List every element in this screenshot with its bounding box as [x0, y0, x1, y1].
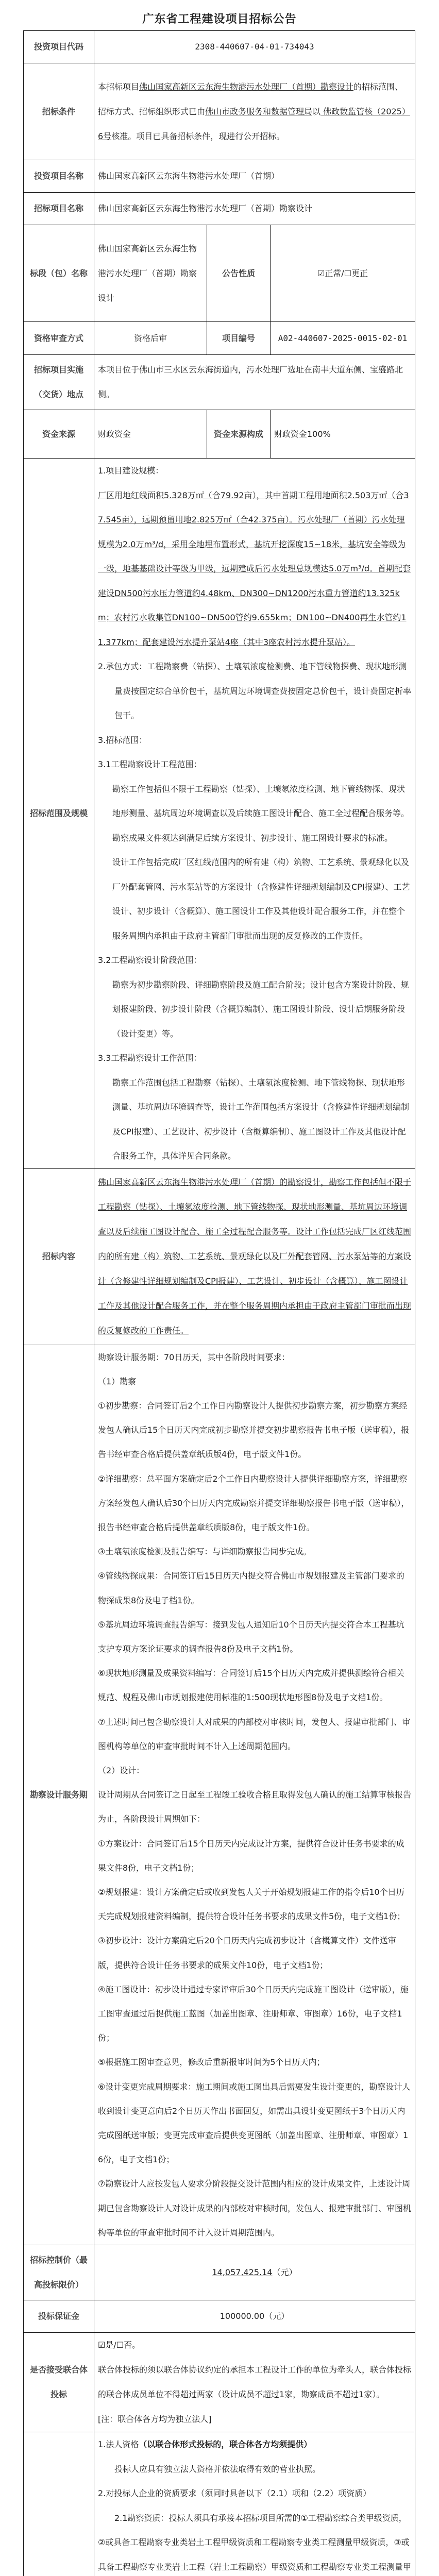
- req-1: [98, 2432, 411, 2457]
- req-2-1: 2.1勘察资质：投标人须具有承接本招标项目所需的①工程勘察综合类甲级资质，②或具备工程勘察专业类岩土工程甲级资质和工程勘察专业类工程测量甲级资质，③或具备工程勘察专业类岩土工程（岩土工程勘察）甲级资质和工程勘察专业类工程测量甲: [98, 2513, 412, 2572]
- project-link-text: 佛山国家高新区云东海生物港污水处理厂（首期）勘察设计: [139, 81, 354, 92]
- label-consortium: 是否接受联合体投标: [24, 2333, 94, 2432]
- scope-line: 勘察工作包括但不限于工程勘察（钻探）、土壤氡浓度检测、地下管线物探、现状地形测量、基坑周边环境调查以及后续施工图设计配合、施工全过程配合服务等。勘察成果文件须达到满足后续方案设计、初步设计、施工图设计要求的标准。: [112, 784, 410, 843]
- value-scope: [94, 459, 415, 1169]
- approval-doc-text: 佛政数监管核（2025）6号: [98, 106, 410, 141]
- value-requirements: [94, 2432, 415, 2576]
- value-consortium: [94, 2333, 415, 2432]
- scope-line: 3.招标范围：: [98, 735, 147, 745]
- value-content: 佛山国家高新区云东海生物港污水处理厂（首期）的勘察设计，勘察工作包括但不限于工程勘察（钻探）、土壤氡浓度检测、地下管线物探、现状地形测量、基坑周边环境调查以及后续施工图设计配合、施工全过程配合服务等。设计工作包括完成厂区红线范围内的所有建（构）筑物、工艺系统、景观绿化以及厂外配套管网、污水泵站等的方案设计（含修建性详细规划编制及CPI报建）、工艺设计、初步设计（含概算）、施工图设计工作及其他设计配合服务工作，并在整个服务周期内承担由于政府主管部门审批而出现的反复修改的工作责任。: [94, 1168, 415, 1345]
- row-location: [24, 355, 415, 410]
- consortium-text: 联合体投标的须以联合体协议约定的承担本工程设计工作的单位为牵头人，联合体投标的联合体成员单位不得超过两家（设计成员不超过1家，勘察成员不超过1家）。: [98, 2365, 412, 2400]
- label-qualification: 资格审查方式: [24, 322, 94, 355]
- row-requirements: [24, 2432, 415, 2576]
- scope-line: 3.1工程勘察设计工程范围：: [98, 759, 202, 769]
- scope-line: 勘察工作范围包括工程勘察（钻探）、土壤氡浓度检测、地下管线物探、现状地形测量、基坑周边环境调查等，设计工作范围包括方案设计（含修建性详细规划编制及CPI报建）、工艺设计、初步设计（含概算编制）、施工图设计工作及其他设计配合服务工作，具体详见合同条款。: [112, 1077, 410, 1161]
- scope-line: 3.2工程勘察设计阶段范围：: [98, 955, 202, 965]
- text: 以: [312, 106, 321, 116]
- period-line: （2）设计：: [98, 1765, 145, 1775]
- value-section: 佛山国家高新区云东海生物港污水处理厂（首期）勘察设计: [94, 225, 207, 322]
- value-funding-structure: 财政资金100%: [271, 410, 415, 459]
- row-funding: [24, 410, 415, 459]
- text: 核准。项目已具备招标条件，现进行公开招标。: [111, 131, 285, 141]
- period-line: ⑥现状地形测量及成果资料编写：合同签订后15个日历天内完成并提供测绘符合相关规范、规程及佛山市规划报建使用标准的1:500现状地形图8份及电子文档1份。: [98, 1668, 404, 1703]
- value-project-number: A02-440607-2025-0015-02-01: [271, 322, 415, 355]
- row-section: [24, 225, 415, 322]
- value-funding: 财政资金: [94, 410, 207, 459]
- row-tender-conditions: [24, 63, 415, 160]
- consortium-choice: ☑是/☐否。: [98, 2340, 141, 2350]
- value-qualification: 资格后审: [94, 322, 207, 355]
- label-investment-name: 投资项目名称: [24, 160, 94, 193]
- req-1-text: 投标人应具有独立法人资格并依法取得有效的营业执照。: [114, 2464, 321, 2474]
- row-bond: [24, 2300, 415, 2333]
- period-line: ③初步设计：设计方案确定后20个日历天内完成初步设计（含概算文件）文件送审版，提供符合设计任务书要求的成果文件10份，电子文档1份；: [98, 1936, 396, 1970]
- label-notice-nature: 公告性质: [207, 225, 271, 322]
- period-line: ⑤基坑周边环境调查报告编写：接到发包人通知后10个日历天内提交符合本工程基坑支护专项方案论证要求的调查报告8份及电子文档1份。: [98, 1619, 404, 1654]
- row-tender-name: [24, 193, 415, 225]
- period-line: ②规划报建：设计方案确定后或收到发包人关于开始规划报建工作的指令后10个日历天完成规划报建资料编制，提供符合设计任务书要求的成果文件5份，电子文档1份；: [98, 1887, 406, 1922]
- period-line: ⑤根据施工图审查意见，修改后重新报审时间为5个日历天内；: [98, 2057, 325, 2067]
- value-tender-conditions: [94, 63, 415, 160]
- value-project-code: 2308-440607-04-01-734043: [94, 31, 415, 63]
- scope-line: 2.承包方式：工程勘察费（钻探）、土壤氡浓度检测费、地下管线物探费、现状地形测量费按固定综合单价包干，基坑周边环境调查费按固定总价包干，设计费固定折率包干。: [98, 662, 412, 720]
- control-price-unit: （元）: [272, 2267, 297, 2278]
- value-tender-name: 佛山国家高新区云东海生物港污水处理厂（首期）勘察设计: [94, 193, 415, 225]
- scope-line: 厂区用地红线面积5.328万㎡（合79.92亩），其中首期工程用地面积2.503万㎡（合37.545亩），远期预留用地2.825万㎡（合42.375亩）。污水处理厂（首期）污水处理规模为2.0万m³/d，采用全地埋布置形式，基坑开挖深度15~18米，基坑安全等级为一级，地基基础设计等级为甲级，远期建成后污水处理总规模达5.0万m³/d。首期配套建设DN500污水压力管道约4.48km、DN300~DN1200污水重力管道约13.325km；农村污水收集管DN100~DN500管约9.655km；DN100~DN400再生水管约11.377km；配套建设污水提升泵站4座（其中3座农村污水提升泵站）。: [98, 490, 411, 647]
- period-line: （1）勘察: [98, 1376, 137, 1386]
- value-investment-name: 佛山国家高新区云东海生物港污水处理厂（首期）: [94, 160, 415, 193]
- req-2: 2.对投标人企业的资质要求（须同时具备以下（2.1）项和（2.2）项资质）: [98, 2488, 372, 2499]
- label-funding: 资金来源: [24, 410, 94, 459]
- label-service-period: 勘察设计服务期: [24, 1345, 94, 2245]
- label-scope: 招标范围及规模: [24, 459, 94, 1169]
- row-control-price: [24, 2245, 415, 2300]
- text: 1.法人资格: [98, 2439, 139, 2450]
- row-consortium: [24, 2333, 415, 2432]
- label-control-price: 招标控制价（最高投标限价）: [24, 2245, 94, 2300]
- label-content: 招标内容: [24, 1168, 94, 1345]
- value-control-price: [94, 2245, 415, 2300]
- row-service-period: [24, 1345, 415, 2245]
- scope-line: 3.3工程勘察设计工作范围：: [98, 1053, 202, 1063]
- label-section: 标段（包）名称: [24, 225, 94, 322]
- label-project-number: 项目编号: [207, 322, 271, 355]
- tender-notice-table: [23, 30, 415, 2576]
- text: 本招标项目: [98, 81, 140, 92]
- row-qualification: [24, 322, 415, 355]
- page-title: 广东省工程建设项目招标公告: [142, 13, 297, 26]
- scope-line: 勘察为初步勘察阶段、详细勘察阶段及施工配合阶段；设计包含方案设计阶段、规划报建阶段、初步设计阶段（含概算编制）、施工图设计阶段、设计后期服务阶段（设计变更）等。: [112, 979, 410, 1039]
- consortium-note: [注：联合体各方均为独立法人]: [98, 2414, 212, 2425]
- value-notice-nature: ☑正常/☐更正: [271, 225, 415, 322]
- value-location: 本项目位于佛山市三水区云东海街道内，污水处理厂选址在南丰大道东侧、宝盛路北侧。: [94, 355, 415, 410]
- row-scope: [24, 459, 415, 1169]
- authority-text: 佛山市政务服务和数据管理局: [205, 106, 313, 116]
- period-line: ③土壤氡浓度检测及报告编写：与详细勘察报告同步完成。: [98, 1547, 312, 1557]
- row-project-code: [24, 31, 415, 63]
- period-line: ⑥设计变更完成周期要求：施工期间或施工图出具后需要发生设计变更的，勘察设计人收到设计变更意向后2个日历天作出书面回复，如需出具设计变更图纸于3个日历天内完成图纸送审版；变更完成审查后提供变更图纸（加盖出图章、注册师章、审图章）16份，电子文档1份；: [98, 2081, 411, 2165]
- text: 的招标范围、招标方式、招标组织形式已由: [98, 81, 403, 116]
- period-line: 勘察设计服务期：70日历天，其中各阶段时间要求：: [98, 1352, 290, 1362]
- period-line: ⑦上述时间已包含勘察设计人对成果的内部校对审核时间，发包人、报建审批部门、审图机构等单位的审查审批时间不计入上述周期范围内。: [98, 1717, 411, 1751]
- scope-line: 设计工作包括完成厂区红线范围内的所有建（构）筑物、工艺系统、景观绿化以及厂外配套管网、污水泵站等的方案设计（含修建性详细规划编制及CPI报建）、工艺设计、初步设计（含概算）、施工图设计工作及其他设计配合服务工作，并在整个服务周期内承担由于政府主管部门审批而出现的反复修改的工作责任。: [112, 857, 410, 941]
- label-bond: 投标保证金: [24, 2300, 94, 2333]
- period-line: ①初步勘察：合同签订后2个工作日内勘察设计人提供初步勘察方案，初步勘察方案经发包人确认后15个日历天内完成初步勘察并提交初步勘察报告书电子版（送审稿），报告书经审查合格后提供盖章纸质版4份，电子版文件1份。: [98, 1400, 410, 1460]
- label-funding-structure: 资金来源构成: [207, 410, 271, 459]
- control-price-amount: 14,057,425.14: [212, 2267, 273, 2278]
- label-location: 招标项目实施（交货）地点: [24, 355, 94, 410]
- label-tender-conditions: 招标条件: [24, 63, 94, 160]
- period-line: ④施工图设计：初步设计通过专家评审后30个日历天内完成施工图设计（送审版），施工图审查通过后提供施工蓝图（加盖出图章、注册师章、审图章）16份，电子文档1份；: [98, 1984, 409, 2043]
- period-line: ⑦勘察设计人应按发包人要求分阶段提交设计范围内相应的设计成果文件，上述设计周期已包含勘察设计人对设计成果的内部校对审核时间，发包人、报建审批部门、审图机构等单位的审查审批时间不计入设计周期范围内。: [98, 2179, 412, 2238]
- period-line: ④管线物探成果：合同签订后15日历天内提交符合佛山市规划报建及主管部门要求的物探成果8份及电子档1份。: [98, 1571, 404, 1605]
- row-content: [24, 1168, 415, 1345]
- value-service-period: [94, 1345, 415, 2245]
- text: （以联合体形式投标的，联合体各方均须提供）: [139, 2439, 312, 2450]
- period-line: ②详细勘察：总平面方案确定后2个工作日内勘察设计人提供详细勘察方案，详细勘察方案经发包人确认后30个日历天内完成勘察并提交详细勘察报告书电子版（送审稿），报告书经审查合格后提供盖章纸质版8份，电子版文件1份。: [98, 1473, 410, 1532]
- label-project-code: 投资项目代码: [24, 31, 94, 63]
- period-line: 设计周期从合同签订之日起至工程竣工验收合格且取得发包人确认的施工结算审核报告为止，各阶段设计周期如下：: [98, 1790, 412, 1824]
- value-bond: 100000.00（元）: [94, 2300, 415, 2333]
- row-investment-name: [24, 160, 415, 193]
- label-requirements: [24, 2432, 94, 2576]
- label-tender-name: 招标项目名称: [24, 193, 94, 225]
- scope-line: 1.项目建设规模：: [98, 466, 164, 476]
- period-line: ①方案设计：合同签订后15个日历天内完成设计方案，提供符合设计任务书要求的成果文件8份，电子文档1份；: [98, 1838, 404, 1873]
